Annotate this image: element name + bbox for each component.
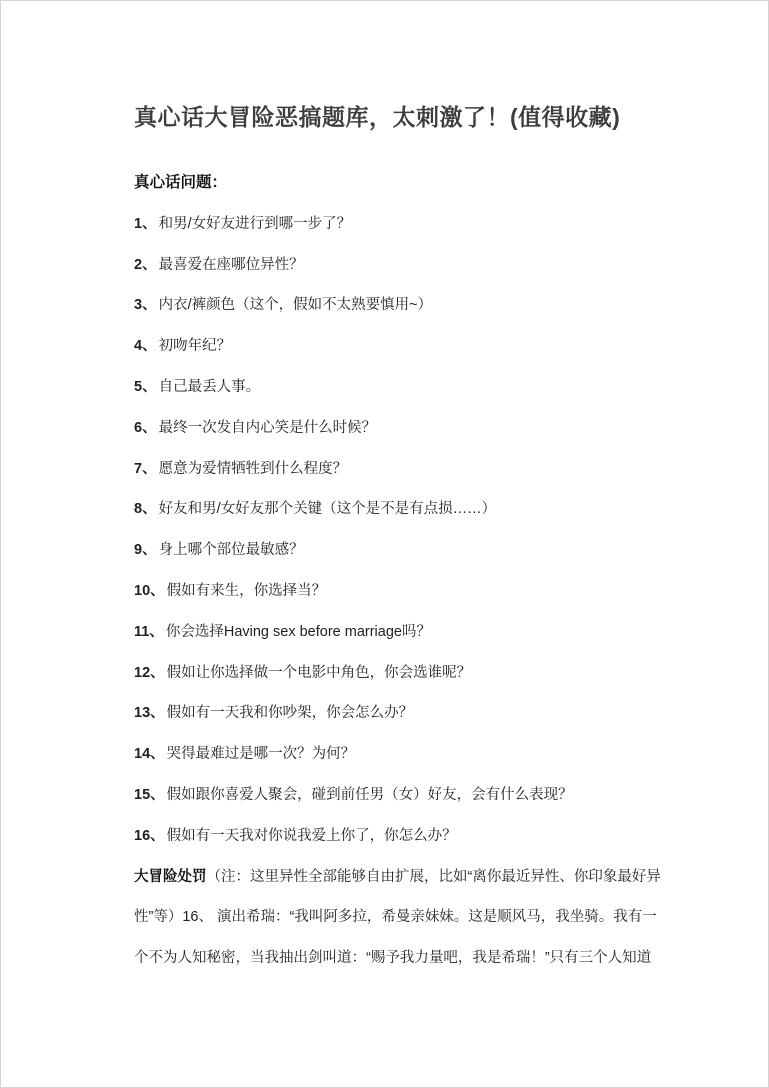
question-number: 6、 <box>134 419 157 436</box>
question-item <box>134 775 634 816</box>
question-number: 4、 <box>134 338 157 355</box>
question-item <box>134 408 634 449</box>
question-item <box>134 449 634 490</box>
question-number: 5、 <box>134 378 157 395</box>
truth-section-heading: 真心话问题： <box>134 174 228 191</box>
punishment-line-1-text: （注：这里异性全部能够自由扩展，比如“离你最近异性、你印象最好异 <box>206 868 661 885</box>
question-number: 13、 <box>134 705 165 722</box>
question-text: 最终一次发自内心笑是什么时候？ <box>158 419 377 436</box>
question-number: 1、 <box>134 215 157 232</box>
punishment-paragraph <box>134 857 661 979</box>
question-text: 内衣/裤颜色（这个，假如不太熟要慎用~） <box>158 297 433 314</box>
question-item <box>134 367 634 408</box>
question-number: 16、 <box>134 827 165 844</box>
question-number: 14、 <box>134 746 165 763</box>
question-number: 12、 <box>134 664 165 681</box>
punishment-line-2: 性”等）16、 演出希瑞：“我叫阿多拉，希曼亲妹妹。这是顺风马，我坐骑。我有一 <box>134 909 657 926</box>
question-number: 8、 <box>134 501 157 518</box>
question-item <box>134 734 634 775</box>
question-text: 最喜爱在座哪位异性？ <box>158 256 304 273</box>
punishment-line-1 <box>134 857 661 898</box>
question-text: 假如跟你喜爱人聚会，碰到前任男（女）好友，会有什么表现？ <box>166 786 573 803</box>
question-item <box>134 816 634 857</box>
question-item <box>134 204 634 245</box>
question-number: 15、 <box>134 786 165 803</box>
question-text: 假如让你选择做一个电影中角色，你会选谁呢？ <box>166 664 472 681</box>
question-item <box>134 530 634 571</box>
question-text: 你会选择Having sex before marriage吗？ <box>165 623 431 640</box>
question-number: 7、 <box>134 460 157 477</box>
punishment-line-3: 个不为人知秘密，当我抽出剑叫道：“赐予我力量吧，我是希瑞！”只有三个人知道 <box>134 950 652 967</box>
question-item <box>134 326 634 367</box>
punishment-lead: 大冒险处罚 <box>134 868 207 885</box>
question-item <box>134 571 634 612</box>
question-text: 身上哪个部位最敏感？ <box>158 542 304 559</box>
question-text: 自己最丢人事。 <box>158 378 261 395</box>
question-text: 和男/女好友进行到哪一步了？ <box>158 215 352 232</box>
question-number: 2、 <box>134 256 157 273</box>
question-number: 3、 <box>134 297 157 314</box>
question-item <box>134 653 634 694</box>
question-number: 10、 <box>134 582 165 599</box>
question-text: 初吻年纪？ <box>158 338 232 355</box>
question-number: 9、 <box>134 542 157 559</box>
question-text: 愿意为爱情牺牲到什么程度？ <box>158 460 348 477</box>
question-item <box>134 489 634 530</box>
question-text: 好友和男/女好友那个关键（这个是不是有点损……） <box>158 501 497 518</box>
question-text: 假如有一天我和你吵架，你会怎么办？ <box>166 705 414 722</box>
document-title: 真心话大冒险恶搞题库，太刺激了！(值得收藏) <box>134 104 621 130</box>
question-text: 哭得最难过是哪一次？为何？ <box>166 746 356 763</box>
question-number: 11、 <box>134 623 164 640</box>
document-content <box>1 1 768 979</box>
question-item <box>134 612 634 653</box>
question-text: 假如有来生，你选择当？ <box>166 582 327 599</box>
question-item <box>134 693 634 734</box>
question-text: 假如有一天我对你说我爱上你了，你怎么办？ <box>166 827 457 844</box>
question-item <box>134 285 634 326</box>
question-item <box>134 245 634 286</box>
